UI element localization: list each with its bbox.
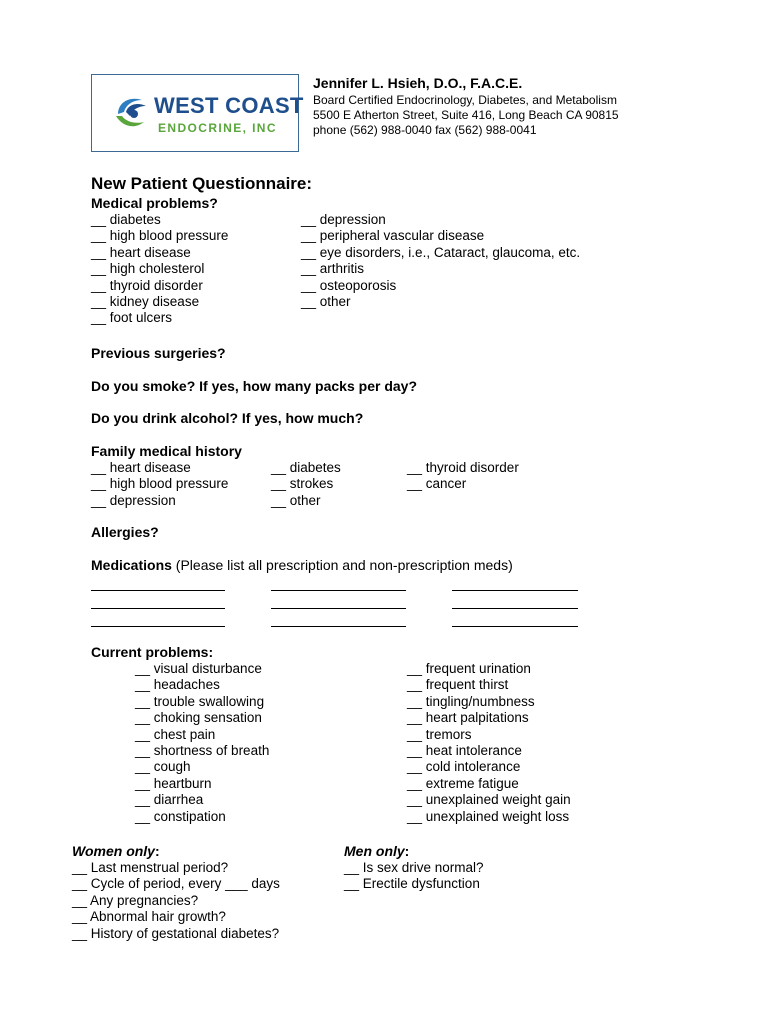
list-item: __ trouble swallowing [135,693,265,709]
list-item: __ heartburn [135,775,212,791]
medications-label: Medications [91,557,172,573]
women-only-heading: Women only: [72,843,160,859]
list-item: __ diabetes [91,212,161,227]
list-item: __ cancer [407,476,467,492]
list-item: __ foot ulcers [91,310,173,326]
list-item: __ arthritis [301,261,365,277]
medication-blank[interactable] [271,590,406,591]
family-history-heading: Family medical history [91,443,242,459]
list-item: __ other [301,294,351,310]
list-item: __ unexplained weight loss [407,808,570,824]
list-item: __ frequent thirst [407,677,509,693]
list-item: __ depression [91,492,176,508]
list-item: __ cough [135,759,191,775]
men-only-list [344,860,484,893]
medication-blank[interactable] [452,626,578,627]
list-item: __ cold intolerance [407,759,521,775]
medication-blank[interactable] [452,590,578,591]
list-item: __ extreme fatigue [407,775,519,791]
logo-line-2: ENDOCRINE, INC [158,121,277,135]
page-title: New Patient Questionnaire: [91,174,313,193]
list-item: __ heart disease [91,460,191,475]
list-item: __ thyroid disorder [91,277,203,293]
list-item: __ Last menstrual period? [72,860,229,875]
list-item: __ heart palpitations [407,710,529,726]
list-item: __ high blood pressure [91,476,229,492]
current-problems-left [135,661,269,825]
medication-blank[interactable] [91,626,225,627]
smoke-question: Do you smoke? If yes, how many packs per day? [91,378,417,394]
list-item: __ heat intolerance [407,743,522,759]
list-item: __ History of gestational diabetes? [72,925,280,941]
list-item: __ osteoporosis [301,277,397,293]
medications-note: (Please list all prescription and non-prescription meds) [175,557,513,573]
medications-heading [91,557,513,573]
medication-blank[interactable] [271,608,406,609]
men-only-label: Men only [344,843,405,859]
list-item: __ shortness of breath [135,743,270,759]
allergies-question: Allergies? [91,524,159,540]
logo-box [91,74,304,152]
list-item: __ Cycle of period, every ___ days [72,876,280,892]
medication-blank[interactable] [91,590,225,591]
list-item: __ tingling/numbness [407,693,535,709]
family-history-col-3 [407,460,519,493]
medication-blank[interactable] [271,626,406,627]
list-item: __ high cholesterol [91,261,205,277]
previous-surgeries-question: Previous surgeries? [91,345,226,361]
list-item: __ depression [301,212,386,227]
list-item: __ choking sensation [135,710,262,726]
current-problems-heading: Current problems: [91,644,214,660]
list-item: __ Erectile dysfunction [344,876,480,892]
list-item: __ chest pain [135,726,216,742]
women-only-label: Women only [72,843,155,859]
medical-problems-left [91,212,228,327]
list-item: __ tremors [407,726,472,742]
list-item: __ Any pregnancies? [72,892,199,908]
list-item: __ kidney disease [91,294,200,310]
list-item: __ diarrhea [135,792,204,808]
list-item: __ peripheral vascular disease [301,228,485,244]
certification: Board Certified Endocrinology, Diabetes, and Metabolism [313,93,617,107]
list-item: __ frequent urination [407,661,531,676]
alcohol-question: Do you drink alcohol? If yes, how much? [91,410,364,426]
logo-line-1: WEST COAST [154,93,304,118]
family-history-col-1 [91,460,228,509]
medical-problems-right [301,212,580,310]
address: 5500 E Atherton Street, Suite 416, Long Beach CA 90815 [313,108,619,122]
list-item: __ unexplained weight gain [407,792,571,808]
medical-problems-heading: Medical problems? [91,195,218,211]
list-item: __ thyroid disorder [407,460,519,475]
list-item: __ heart disease [91,244,191,260]
current-problems-right [407,661,571,825]
family-history-col-2 [271,460,341,509]
medication-blank[interactable] [452,608,578,609]
list-item: __ diabetes [271,460,341,475]
list-item: __ constipation [135,808,226,824]
men-only-heading: Men only: [344,843,410,859]
list-item: __ Abnormal hair growth? [72,909,226,925]
list-item: __ visual disturbance [135,661,262,676]
women-only-list [72,860,280,942]
contact: phone (562) 988-0040 fax (562) 988-0041 [313,123,537,137]
list-item: __ other [271,492,321,508]
list-item: __ high blood pressure [91,228,229,244]
list-item: __ strokes [271,476,334,492]
list-item: __ headaches [135,677,220,693]
list-item: __ eye disorders, i.e., Cataract, glaucoma, etc. [301,244,581,260]
medication-blank[interactable] [91,608,225,609]
logo-mark-icon [112,92,152,134]
doctor-name: Jennifer L. Hsieh, D.O., F.A.C.E. [313,75,523,91]
list-item: __ Is sex drive normal? [344,860,484,875]
